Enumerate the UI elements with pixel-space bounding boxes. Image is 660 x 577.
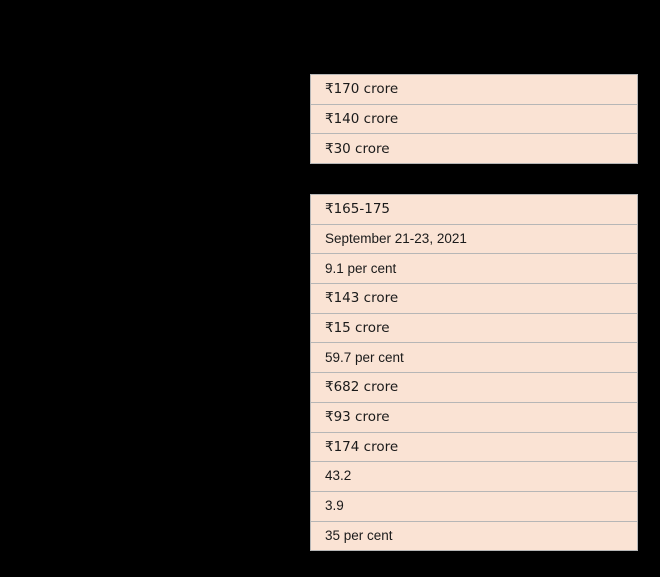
table-cell-value: ₹30 crore <box>325 140 390 157</box>
table-row <box>311 195 637 225</box>
table-cell-value: ₹170 crore <box>325 81 399 98</box>
table-cell-value: ₹93 crore <box>325 409 390 426</box>
table-cell-value: ₹143 crore <box>325 290 399 307</box>
table-row <box>311 433 637 463</box>
table-cell-value: September 21-23, 2021 <box>325 230 467 246</box>
table-cell-value: 43.2 <box>325 468 352 484</box>
table-cell-value: ₹174 crore <box>325 438 399 455</box>
table-row <box>311 284 637 314</box>
table-row <box>311 403 637 433</box>
table-row <box>311 373 637 403</box>
table-row <box>311 254 637 284</box>
table-cell-value: 35 per cent <box>325 527 393 543</box>
table-cell-value: ₹682 crore <box>325 379 399 396</box>
table-row <box>311 105 637 135</box>
table-cell-value: ₹140 crore <box>325 110 399 127</box>
table-cell-value: ₹165-175 <box>325 201 390 218</box>
table-row <box>311 343 637 373</box>
table-cell-value: 9.1 per cent <box>325 260 397 276</box>
table-row <box>311 462 637 492</box>
table-cell-value: ₹15 crore <box>325 320 390 336</box>
table-row <box>311 492 637 522</box>
table-row <box>311 75 637 105</box>
table-cell-value: 3.9 <box>325 498 344 514</box>
table-row <box>311 522 637 552</box>
data-table-one <box>310 74 638 164</box>
table-row <box>311 134 637 164</box>
table-cell-value: 59.7 per cent <box>325 349 404 365</box>
table-row <box>311 225 637 255</box>
table-row <box>311 314 637 344</box>
data-table-two <box>310 194 638 551</box>
